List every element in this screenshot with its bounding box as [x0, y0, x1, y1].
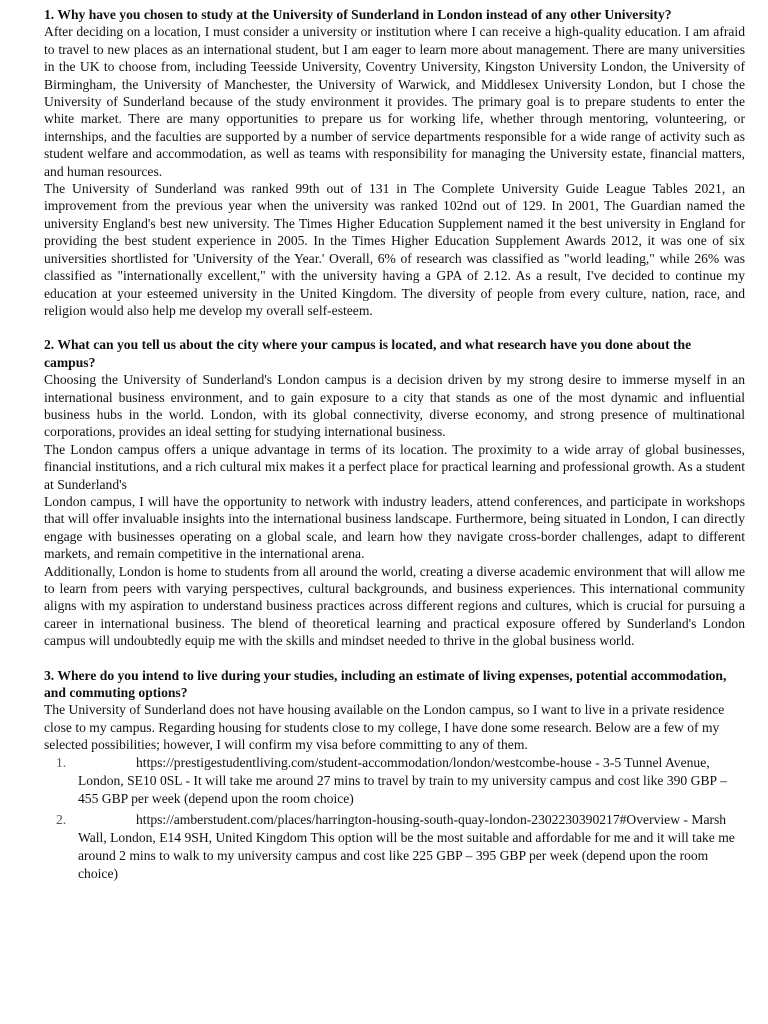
section-spacer — [44, 650, 745, 667]
accommodation-link[interactable]: https://amberstudent.com/places/harrington-housing-south-quay-london-2302230390217#Overview — [136, 811, 681, 827]
paragraph: Choosing the University of Sunderland's London campus is a decision driven by my strong desire to immerse myself in an international business environment, and to gain exposure to a city that stands as one of the most dynamic and influential business hubs in the world. London, with its global connectivity, diverse economy, and strong presence of multinational corporations, provides an ideal setting for studying international business. — [44, 372, 745, 440]
list-item-number: 2. — [56, 811, 67, 827]
section-2 — [44, 336, 745, 649]
paragraph: Additionally, London is home to students from all around the world, creating a diverse academic environment that will allow me to learn from peers with varying perspectives, cultural backgrounds, and business experiences. This international community aligns with my aspiration to understand business practices across different regions and cultures, which is crucial for pursuing a career in international business. The blend of theoretical learning and practical exposure offered by Sunderland's London campus will undoubtedly equip me with the skills and mindset needed to thrive in the global business world. — [44, 563, 745, 649]
list-item — [44, 811, 745, 883]
section-heading: 1. Why have you chosen to study at the University of Sunderland in London instead of any other University? — [44, 7, 672, 22]
section-heading: 3. Where do you intend to live during your studies, including an estimate of living expenses, potential accommodation, and commuting options? — [44, 667, 727, 701]
list-item-number: 1. — [56, 754, 67, 770]
paragraph: The London campus offers a unique advantage in terms of its location. The proximity to a wide array of global businesses, financial institutions, and a rich cultural mix makes it a perfect place for practical learning and professional growth. As a student at Sunderland's — [44, 441, 745, 492]
section-3 — [44, 667, 745, 883]
list-item-text: - Marsh Wall, London, E14 9SH, United Kingdom This option will be the most suitable and affordable for me and it will take me around 2 mins to walk to my university campus and cost like 225 GBP – 395 GBP per week (depend upon the room choice) — [78, 811, 735, 881]
section-spacer — [44, 319, 745, 336]
paragraph: The University of Sunderland was ranked 99th out of 131 in The Complete University Guide League Tables 2021, an improvement from the previous year when the university was ranked 102nd out of 129. In 2001, The Guardian named the university England's best new university. The Times Higher Education Supplement named it the best university in England for providing the best student experience in 2005. In the Times Higher Education Supplement Awards 2012, it was one of six universities shortlisted for 'University of the Year.' Overall, 6% of research was classified as "world leading," while 26% was classified as "internationally excellent," with the university having a GPA of 2.12. As a result, I've decided to continue my education at your esteemed university in the United Kingdom. The diversity of people from every culture, nation, race, and religion would also help me develop my overall self-esteem. — [44, 181, 745, 318]
paragraph: After deciding on a location, I must consider a university or institution where I can receive a high-quality education. I am afraid to travel to new places as an international student, but I am eager to learn more about management. There are many universities in the UK to choose from, including Teesside University, Coventry University, Kingston University London, the University of Birmingham, the University of Manchester, the University of Warwick, and Middlesex University London, but I chose the University of Sunderland because of the study environment it provides. The primary goal is to prepare students to enter the white market. There are many opportunities to prepare us for working life, whether through mentoring, volunteering, or internships, and the faculties are supported by a number of service departments responsible for a wide range of activity such as student welfare and accommodation, as well as teams with responsibility for managing the University estate, financial matters, and human resources. — [44, 24, 745, 179]
accommodation-link[interactable]: https://prestigestudentliving.com/student-accommodation/london/westcombe-house — [136, 754, 592, 770]
paragraph: The University of Sunderland does not have housing available on the London campus, so I want to live in a private residence close to my campus. Regarding housing for students close to my college, I have done some research. Below are a few of my selected possibilities; however, I will confirm my visa before committing to any of them. — [44, 702, 725, 753]
list-item-text: - 3-5 Tunnel Avenue, London, SE10 0SL - It will take me around 27 mins to travel by train to my university campus and cost like 390 GBP – 455 GBP per week (depend upon the room choice) — [78, 754, 727, 806]
section-heading: 2. What can you tell us about the city where your campus is located, and what research have you done about the campus? — [44, 337, 692, 370]
accommodation-list — [44, 754, 745, 883]
section-1 — [44, 6, 745, 319]
list-item — [44, 754, 745, 808]
paragraph: London campus, I will have the opportunity to network with industry leaders, attend conferences, and participate in workshops that will offer invaluable insights into the international business landscape. Furthermore, being situated in London, I can directly engage with businesses operating on a global scale, and learn how they navigate cross-border challenges, adapt to different markets, and remain competitive in the international arena. — [44, 493, 745, 562]
